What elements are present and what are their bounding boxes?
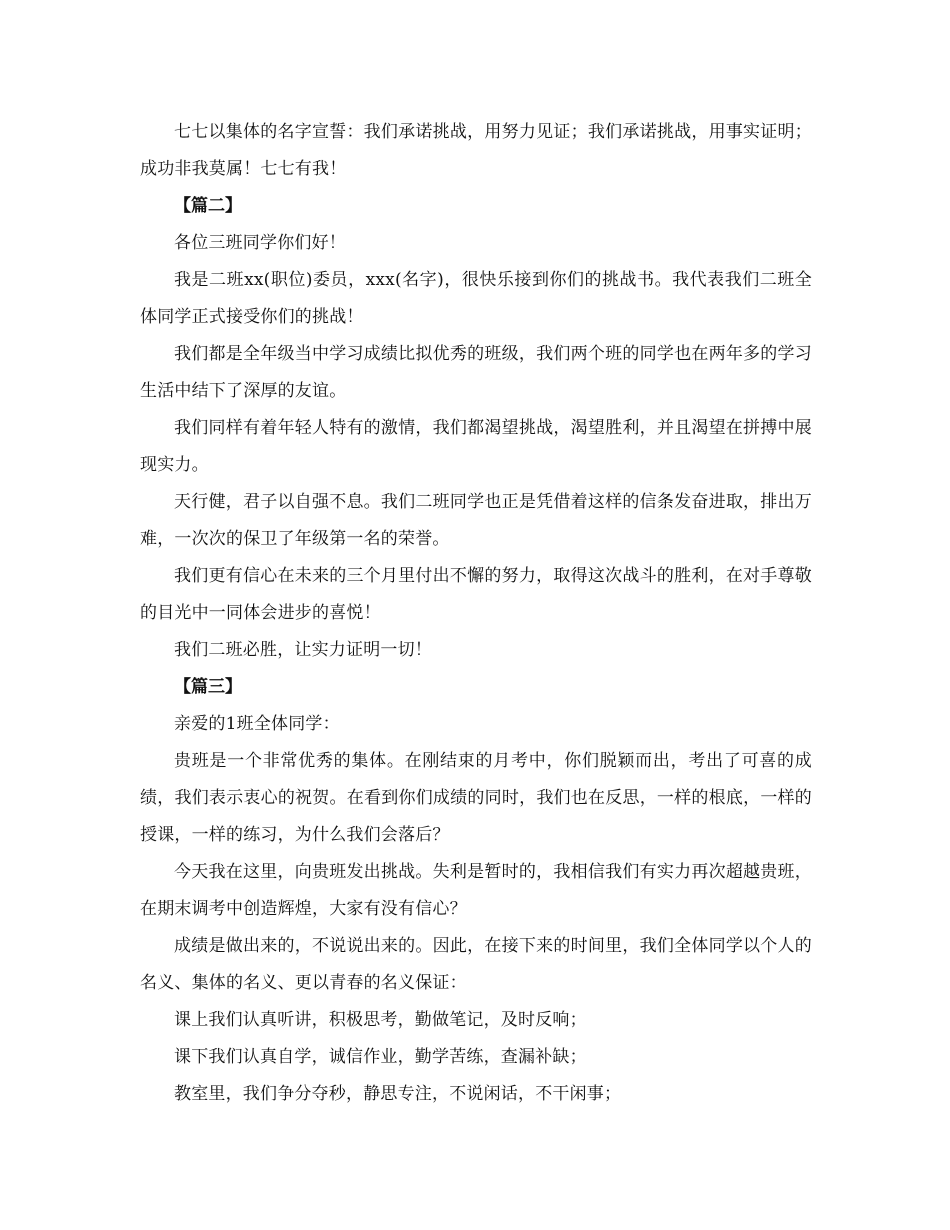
- paragraph: 课下我们认真自学，诚信作业，勤学苦练，查漏补缺；: [174, 1047, 587, 1067]
- paragraph: 我们都是全年级当中学习成绩比拟优秀的班级，我们两个班的同学也在两年多的学习生活中结下了深厚的友谊。: [140, 344, 812, 401]
- document-body: [140, 114, 812, 1113]
- paragraph: 我们同样有着年轻人特有的激情，我们都渴望挑战，渴望胜利，并且渴望在拼搏中展现实力。: [140, 418, 812, 475]
- paragraph: 贵班是一个非常优秀的集体。在刚结束的月考中，你们脱颖而出，考出了可喜的成绩，我们表示衷心的祝贺。在看到你们成绩的同时，我们也在反思，一样的根底，一样的授课，一样的练习，为什么我们会落后？: [140, 751, 812, 845]
- paragraph: 天行健，君子以自强不息。我们二班同学也正是凭借着这样的信条发奋进取，排出万难，一次次的保卫了年级第一名的荣誉。: [140, 492, 812, 549]
- paragraph: 课上我们认真听讲，积极思考，勤做笔记，及时反响；: [174, 1010, 587, 1030]
- paragraph: 成绩是做出来的，不说说出来的。因此，在接下来的时间里，我们全体同学以个人的名义、集体的名义、更以青春的名义保证：: [140, 936, 812, 993]
- paragraph: 各位三班同学你们好！: [174, 233, 346, 253]
- section-heading: 【篇二】: [174, 196, 242, 216]
- paragraph: 亲爱的1班全体同学：: [174, 714, 340, 734]
- paragraph: 七七以集体的名字宣誓：我们承诺挑战，用努力见证；我们承诺挑战，用事实证明；成功非我莫属！七七有我！: [140, 122, 812, 179]
- section-heading: 【篇三】: [174, 677, 242, 697]
- paragraph: 我们二班必胜，让实力证明一切！: [174, 640, 432, 660]
- paragraph: 我是二班xx(职位)委员，xxx(名字)，很快乐接到你们的挑战书。我代表我们二班全体同学正式接受你们的挑战！: [140, 270, 812, 327]
- paragraph: 我们更有信心在未来的三个月里付出不懈的努力，取得这次战斗的胜利，在对手尊敬的目光中一同体会进步的喜悦！: [140, 566, 812, 623]
- paragraph: 教室里，我们争分夺秒，静思专注，不说闲话，不干闲事；: [174, 1084, 622, 1104]
- paragraph: 今天我在这里，向贵班发出挑战。失利是暂时的，我相信我们有实力再次超越贵班，在期末调考中创造辉煌，大家有没有信心？: [140, 862, 812, 919]
